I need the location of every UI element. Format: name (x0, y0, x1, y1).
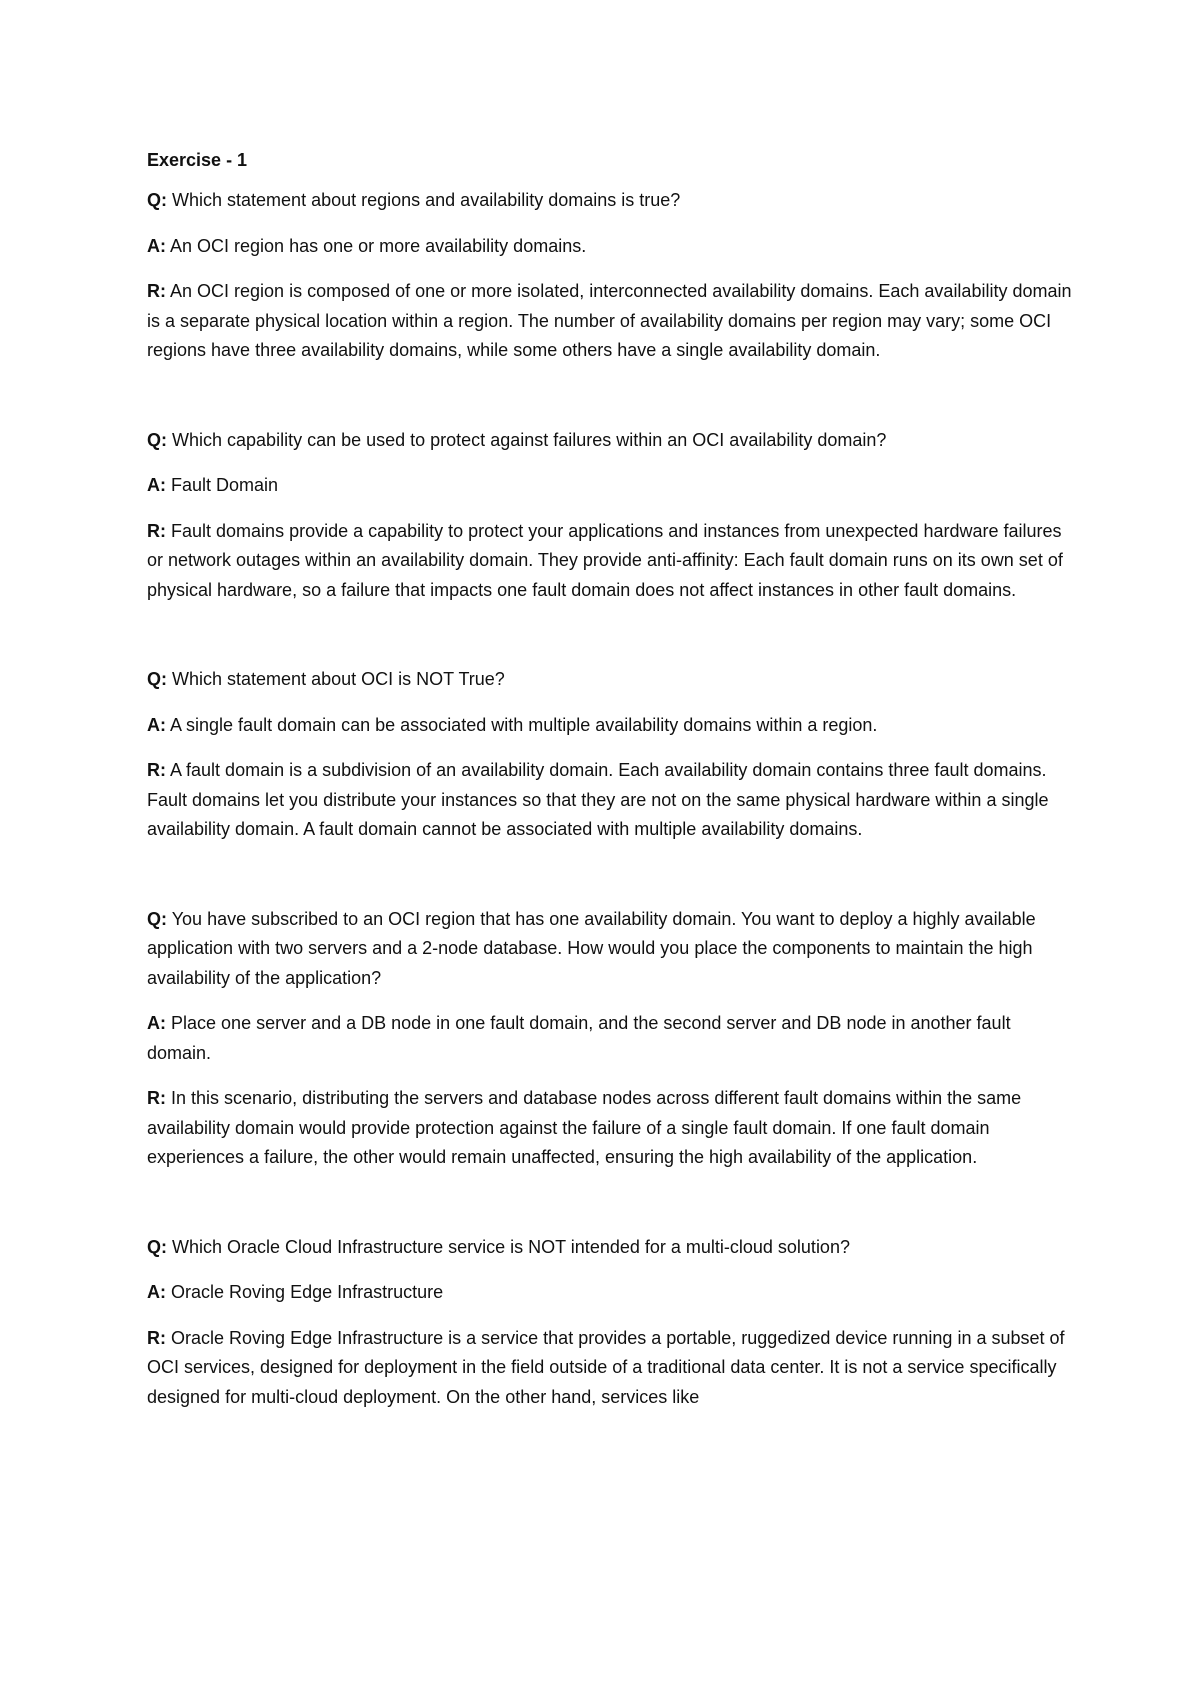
block-spacer (147, 621, 1077, 665)
answer-tag: A: (147, 235, 166, 256)
rationale-text: In this scenario, distributing the servers and database nodes across different fault domains within the same availability domain would provide protection against the failure of a single fault domain. If one fault domain experiences a failure, the other would remain unaffected, ensuring the high availability of the application. (147, 1088, 1022, 1167)
rationale (147, 277, 1077, 366)
rationale (147, 1084, 1077, 1173)
question-tag: Q: (147, 190, 167, 210)
question (147, 426, 1077, 456)
exercise-title: Exercise - 1 (147, 150, 248, 170)
answer-tag: A: (147, 714, 166, 735)
rationale (147, 756, 1077, 845)
question-tag: Q: (147, 429, 167, 450)
answer (147, 232, 1077, 262)
document-body (147, 148, 1077, 1428)
rationale-text: An OCI region is composed of one or more isolated, interconnected availability domains. Each availability domain is a separate physical location within a region. The number of availability domains per region may vary; some OCI regions have three availability domains, while some others have a single availability domain. (147, 281, 1072, 360)
rationale-tag: R: (147, 1088, 166, 1108)
question (147, 1233, 1077, 1263)
question-text: Which statement about regions and availability domains is true? (172, 190, 681, 210)
qa-block-5 (147, 1233, 1077, 1413)
question-text: Which capability can be used to protect against failures within an OCI availability domain? (172, 429, 887, 450)
answer-text: Place one server and a DB node in one fault domain, and the second server and DB node in another fault domain. (147, 1013, 1011, 1063)
rationale-tag: R: (147, 760, 166, 780)
rationale-text: Oracle Roving Edge Infrastructure is a service that provides a portable, ruggedized device running in a subset of OCI services, designed for deployment in the field outside of a traditional data center. It is not a service specifically designed for multi-cloud deployment. On the other hand, services like (147, 1327, 1065, 1407)
answer (147, 711, 1077, 741)
answer-tag: A: (147, 1282, 166, 1302)
answer-tag: A: (147, 475, 166, 495)
question-text: You have subscribed to an OCI region that has one availability domain. You want to deploy a highly available application with two servers and a 2-node database. How would you place the components to maintain the high availability of the application? (147, 908, 1036, 988)
question (147, 665, 1077, 695)
rationale-tag: R: (147, 1327, 166, 1348)
question-tag: Q: (147, 908, 167, 929)
answer-text: Fault Domain (171, 475, 279, 495)
block-spacer (147, 861, 1077, 905)
qa-block-2 (147, 426, 1077, 606)
rationale (147, 1324, 1077, 1413)
answer (147, 1278, 1077, 1308)
qa-block-3 (147, 665, 1077, 845)
answer (147, 1009, 1077, 1068)
question-tag: Q: (147, 669, 167, 689)
qa-block-4 (147, 905, 1077, 1173)
question-text: Which statement about OCI is NOT True? (172, 669, 505, 689)
rationale-text: A fault domain is a subdivision of an availability domain. Each availability domain contains three fault domains. Fault domains let you distribute your instances so that they are not on the same physical hardware within a single availability domain. A fault domain cannot be associated with multiple availability domains. (147, 760, 1049, 839)
rationale-text: Fault domains provide a capability to protect your applications and instances from unexpected hardware failures or network outages within an availability domain. They provide anti-affinity: Each fault domain runs on its own set of physical hardware, so a failure that impacts one fault domain does not affect instances in other fault domains. (147, 520, 1063, 600)
qa-block-1 (147, 186, 1077, 366)
question (147, 905, 1077, 994)
question-text: Which Oracle Cloud Infrastructure service is NOT intended for a multi-cloud solution? (172, 1236, 850, 1257)
answer-text: A single fault domain can be associated with multiple availability domains within a region. (170, 714, 878, 735)
answer-text: Oracle Roving Edge Infrastructure (171, 1282, 444, 1302)
block-spacer (147, 1189, 1077, 1233)
answer-tag: A: (147, 1013, 166, 1033)
rationale-tag: R: (147, 281, 166, 301)
answer-text: An OCI region has one or more availability domains. (170, 235, 587, 256)
answer (147, 471, 1077, 501)
question-tag: Q: (147, 1236, 167, 1257)
rationale-tag: R: (147, 520, 166, 541)
question (147, 186, 1077, 216)
block-spacer (147, 382, 1077, 426)
rationale (147, 517, 1077, 606)
